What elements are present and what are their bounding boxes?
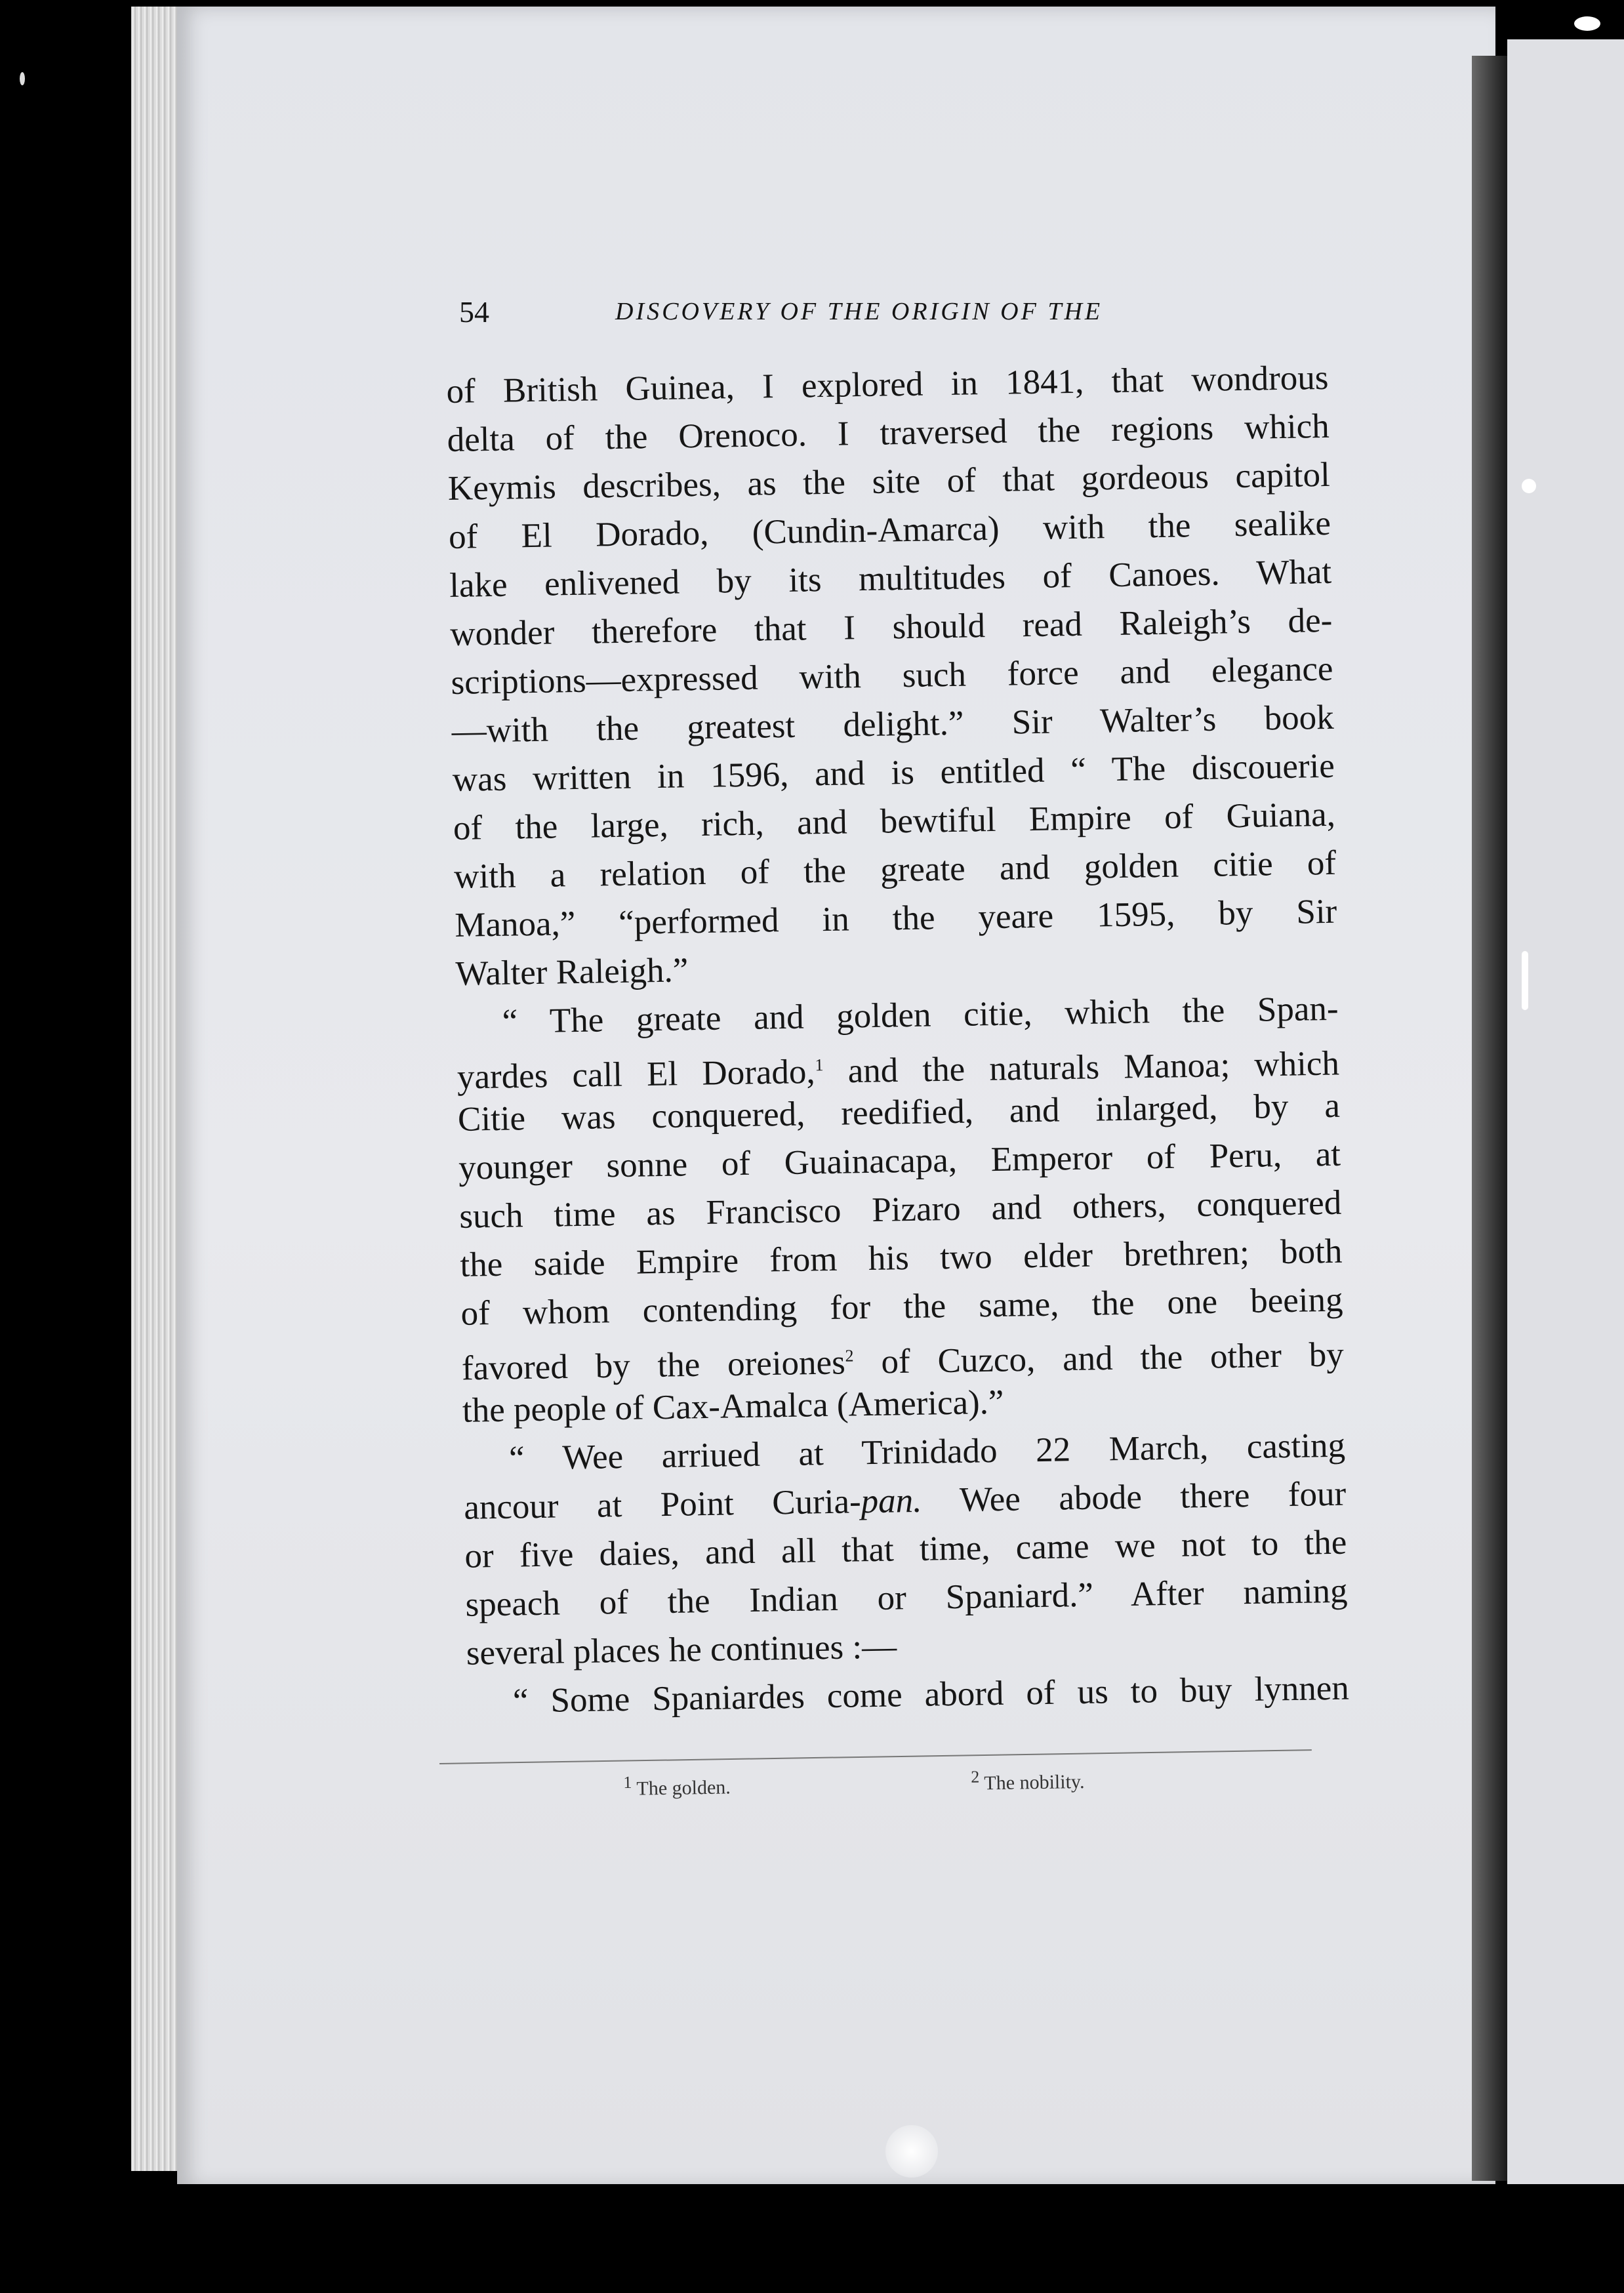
text-line: the people of Cax-Amalca (America).” <box>462 1383 1004 1430</box>
speck <box>1522 479 1536 493</box>
text-line: lake enlivened by its multitudes of Canoes. What <box>449 552 1332 605</box>
text-line: of whom contending for the same, the one beeing <box>460 1280 1343 1333</box>
text-segment: of Cuzco, and the other by <box>853 1335 1345 1382</box>
text-line: such time as Francisco Pizaro and others, conquered <box>458 1183 1342 1236</box>
footnote-text: The golden. <box>636 1776 731 1800</box>
text-line: Manoa,” “performed in the yeare 1595, by Sir <box>454 892 1337 944</box>
book-gutter <box>1472 56 1507 2181</box>
text-line: was written in 1596, and is entitled “ The discouerie <box>452 746 1335 799</box>
text-line: of the large, rich, and bewtiful Empire of Guiana, <box>453 795 1336 847</box>
text-line: several places he continues :— <box>466 1627 897 1673</box>
text-line: Citie was conquered, reedified, and inlarged, by a <box>457 1086 1341 1139</box>
text-segment: ancour at Point Curia- <box>463 1482 862 1527</box>
footnote <box>623 1771 731 1800</box>
text-line: delta of the Orenoco. I traversed the regions which <box>447 407 1330 459</box>
text-line: Keymis describes, as the site of that gordeous capitol <box>447 455 1331 508</box>
footnote-marker: 2 <box>845 1346 854 1366</box>
footnote-marker: 1 <box>815 1055 824 1075</box>
facing-page-edge <box>1507 39 1624 2191</box>
footnote <box>971 1766 1085 1795</box>
text-line: wonder therefore that I should read Raleigh’s de- <box>449 601 1333 653</box>
text-segment: favored by the oreiones <box>461 1343 846 1388</box>
running-title: DISCOVERY OF THE ORIGIN OF THE <box>615 298 1103 325</box>
text-line: with a relation of the greate and golden citie of <box>453 843 1337 896</box>
footnote-number: 1 <box>623 1772 632 1792</box>
speck <box>885 2125 938 2178</box>
text-segment: and the naturals Manoa; which <box>823 1044 1340 1091</box>
text-line: or five daies, and all that time, came we not to the <box>464 1523 1347 1575</box>
footnote-text: The nobility. <box>984 1770 1085 1795</box>
text-line: younger sonne of Guainacapa, Emperor of Peru, at <box>458 1135 1341 1187</box>
speck <box>20 72 25 85</box>
text-line: Walter Raleigh.” <box>455 951 689 993</box>
text-segment: yardes call El Dorado, <box>457 1052 816 1097</box>
text-line: —with the greatest delight.” Sir Walter’s book <box>451 698 1335 750</box>
footnote-number: 2 <box>971 1767 980 1787</box>
text-line: the saide Empire from his two elder brethren; both <box>460 1232 1343 1284</box>
text-line: scriptions—expressed with such force and elegance <box>451 649 1333 702</box>
italic-text: pan. <box>861 1481 922 1521</box>
scan-border-bottom <box>52 2184 1624 2293</box>
text-line: “ Wee arriued at Trinidado 22 March, casting <box>508 1426 1346 1478</box>
text-line: “ The greate and golden citie, which the Span- <box>502 989 1339 1041</box>
text-line: speach of the Indian or Spaniard.” After naming <box>465 1572 1348 1624</box>
page-number: 54 <box>459 295 489 329</box>
text-line: “ Some Spaniardes come abord of us to buy lynnen <box>512 1669 1350 1720</box>
speck <box>1574 16 1600 31</box>
speck <box>1522 951 1528 1010</box>
text-line: of British Guinea, I explored in 1841, that wondrous <box>446 358 1329 411</box>
text-line: of El Dorado, (Cundin-Amarca) with the sealike <box>448 504 1331 556</box>
running-head <box>459 292 1187 338</box>
body-text <box>446 354 1349 1726</box>
text-segment: Wee abode there four <box>921 1474 1347 1520</box>
